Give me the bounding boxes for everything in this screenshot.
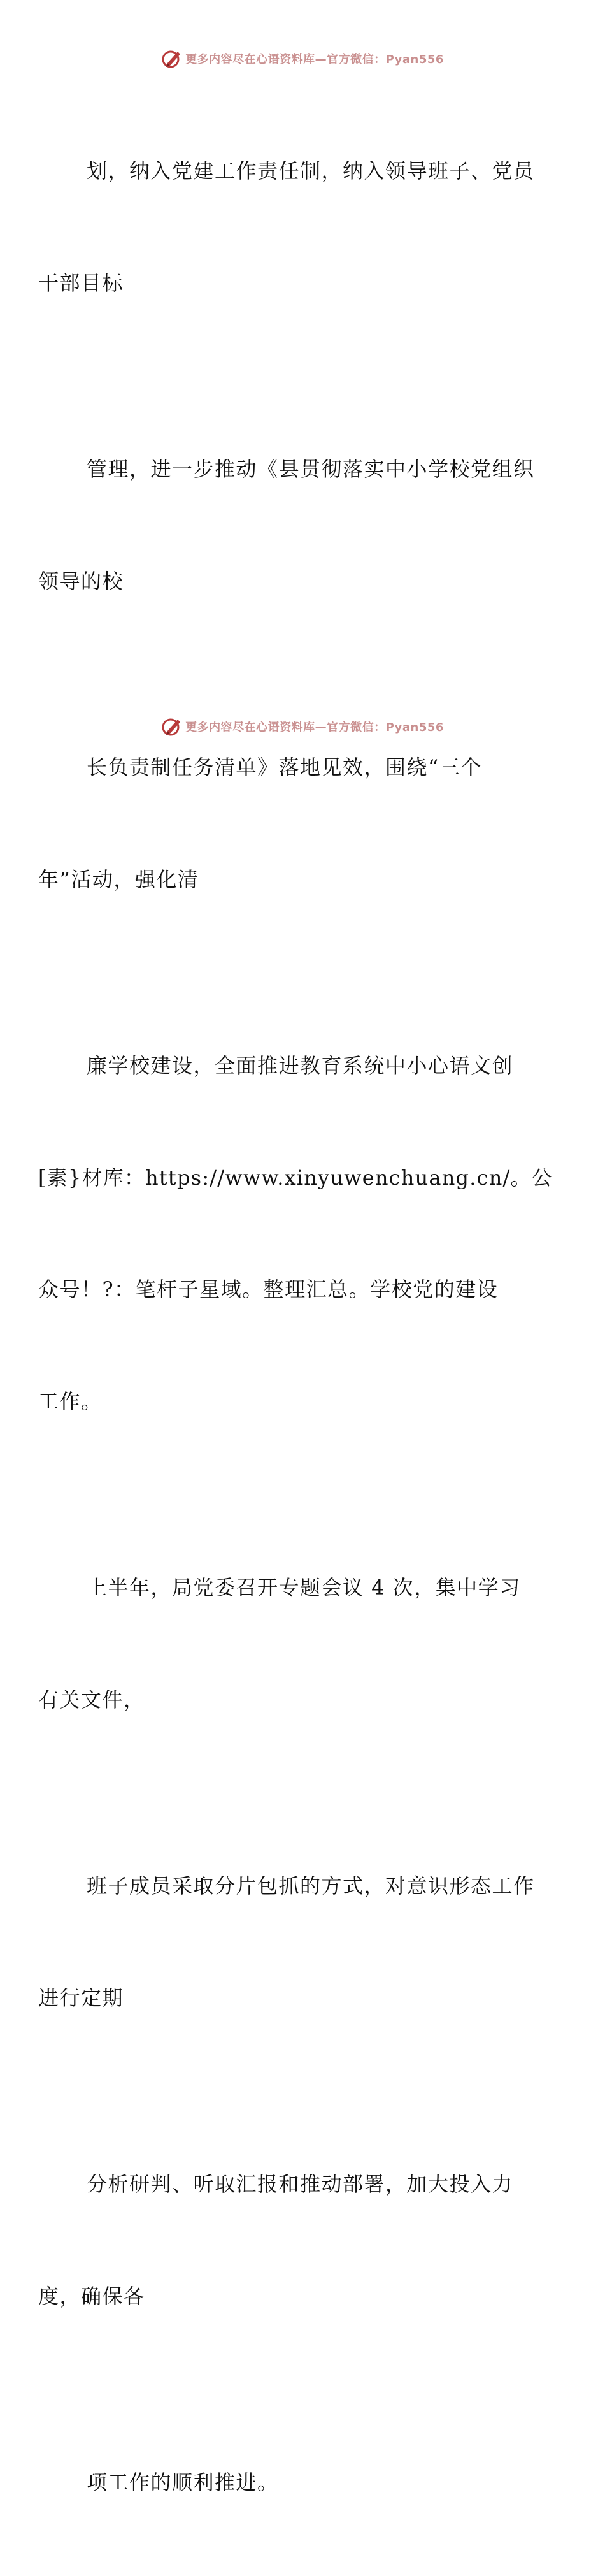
header-watermark-banner: [0, 46, 605, 71]
paragraph: [38, 78, 546, 376]
text-line: 班子成员采取分片包抓的方式，对意识形态工作: [87, 1874, 535, 1898]
text-line: 度，确保各: [38, 2283, 145, 2308]
paragraph: [62, 2389, 546, 2576]
pen-logo-icon: [161, 716, 183, 737]
text-line: 分析研判、听取汇报和推动部署，加大投入力: [87, 2172, 514, 2196]
paragraph: [38, 2091, 546, 2389]
text-line: 项工作的顺利推进。: [87, 2470, 279, 2494]
text-line: 上半年，局党委召开专题会议 4 次，集中学习: [87, 1575, 521, 1600]
text-line: 有关文件，: [38, 1687, 145, 1712]
pen-logo-icon: [161, 48, 183, 69]
paragraph: [38, 1793, 546, 2091]
text-line: 管理，进一步推动《县贯彻落实中小学校党组织: [87, 457, 535, 481]
text-line: 干部目标: [38, 270, 124, 295]
paragraph: [38, 376, 546, 674]
text-line: [素}材库：https://www.xinyuwenchuang.cn/。公: [38, 1165, 553, 1190]
document-body: [38, 78, 553, 2576]
text-line: 工作。: [38, 1389, 103, 1414]
text-line: 划，纳入党建工作责任制，纳入领导班子、党员: [87, 159, 535, 183]
text-line: 年”活动，强化清: [38, 867, 199, 892]
paragraph: [38, 973, 553, 1494]
header-banner-text: 更多内容尽在心语资料库—官方微信：Pyan556: [185, 53, 444, 66]
text-line: 进行定期: [38, 1985, 124, 2010]
footer-banner-text: 更多内容尽在心语资料库—官方微信：Pyan556: [185, 721, 444, 734]
text-line: 廉学校建设，全面推进教育系统中小心语文创: [87, 1053, 514, 1078]
paragraph: [38, 1494, 546, 1793]
text-line: 领导的校: [38, 568, 124, 593]
footer-watermark-banner: [0, 714, 605, 739]
text-line: 长负责制任务清单》落地见效，围绕“三个: [87, 755, 482, 779]
text-line: 众号！?：笔杆子星域。整理汇总。学校党的建设: [38, 1277, 499, 1301]
